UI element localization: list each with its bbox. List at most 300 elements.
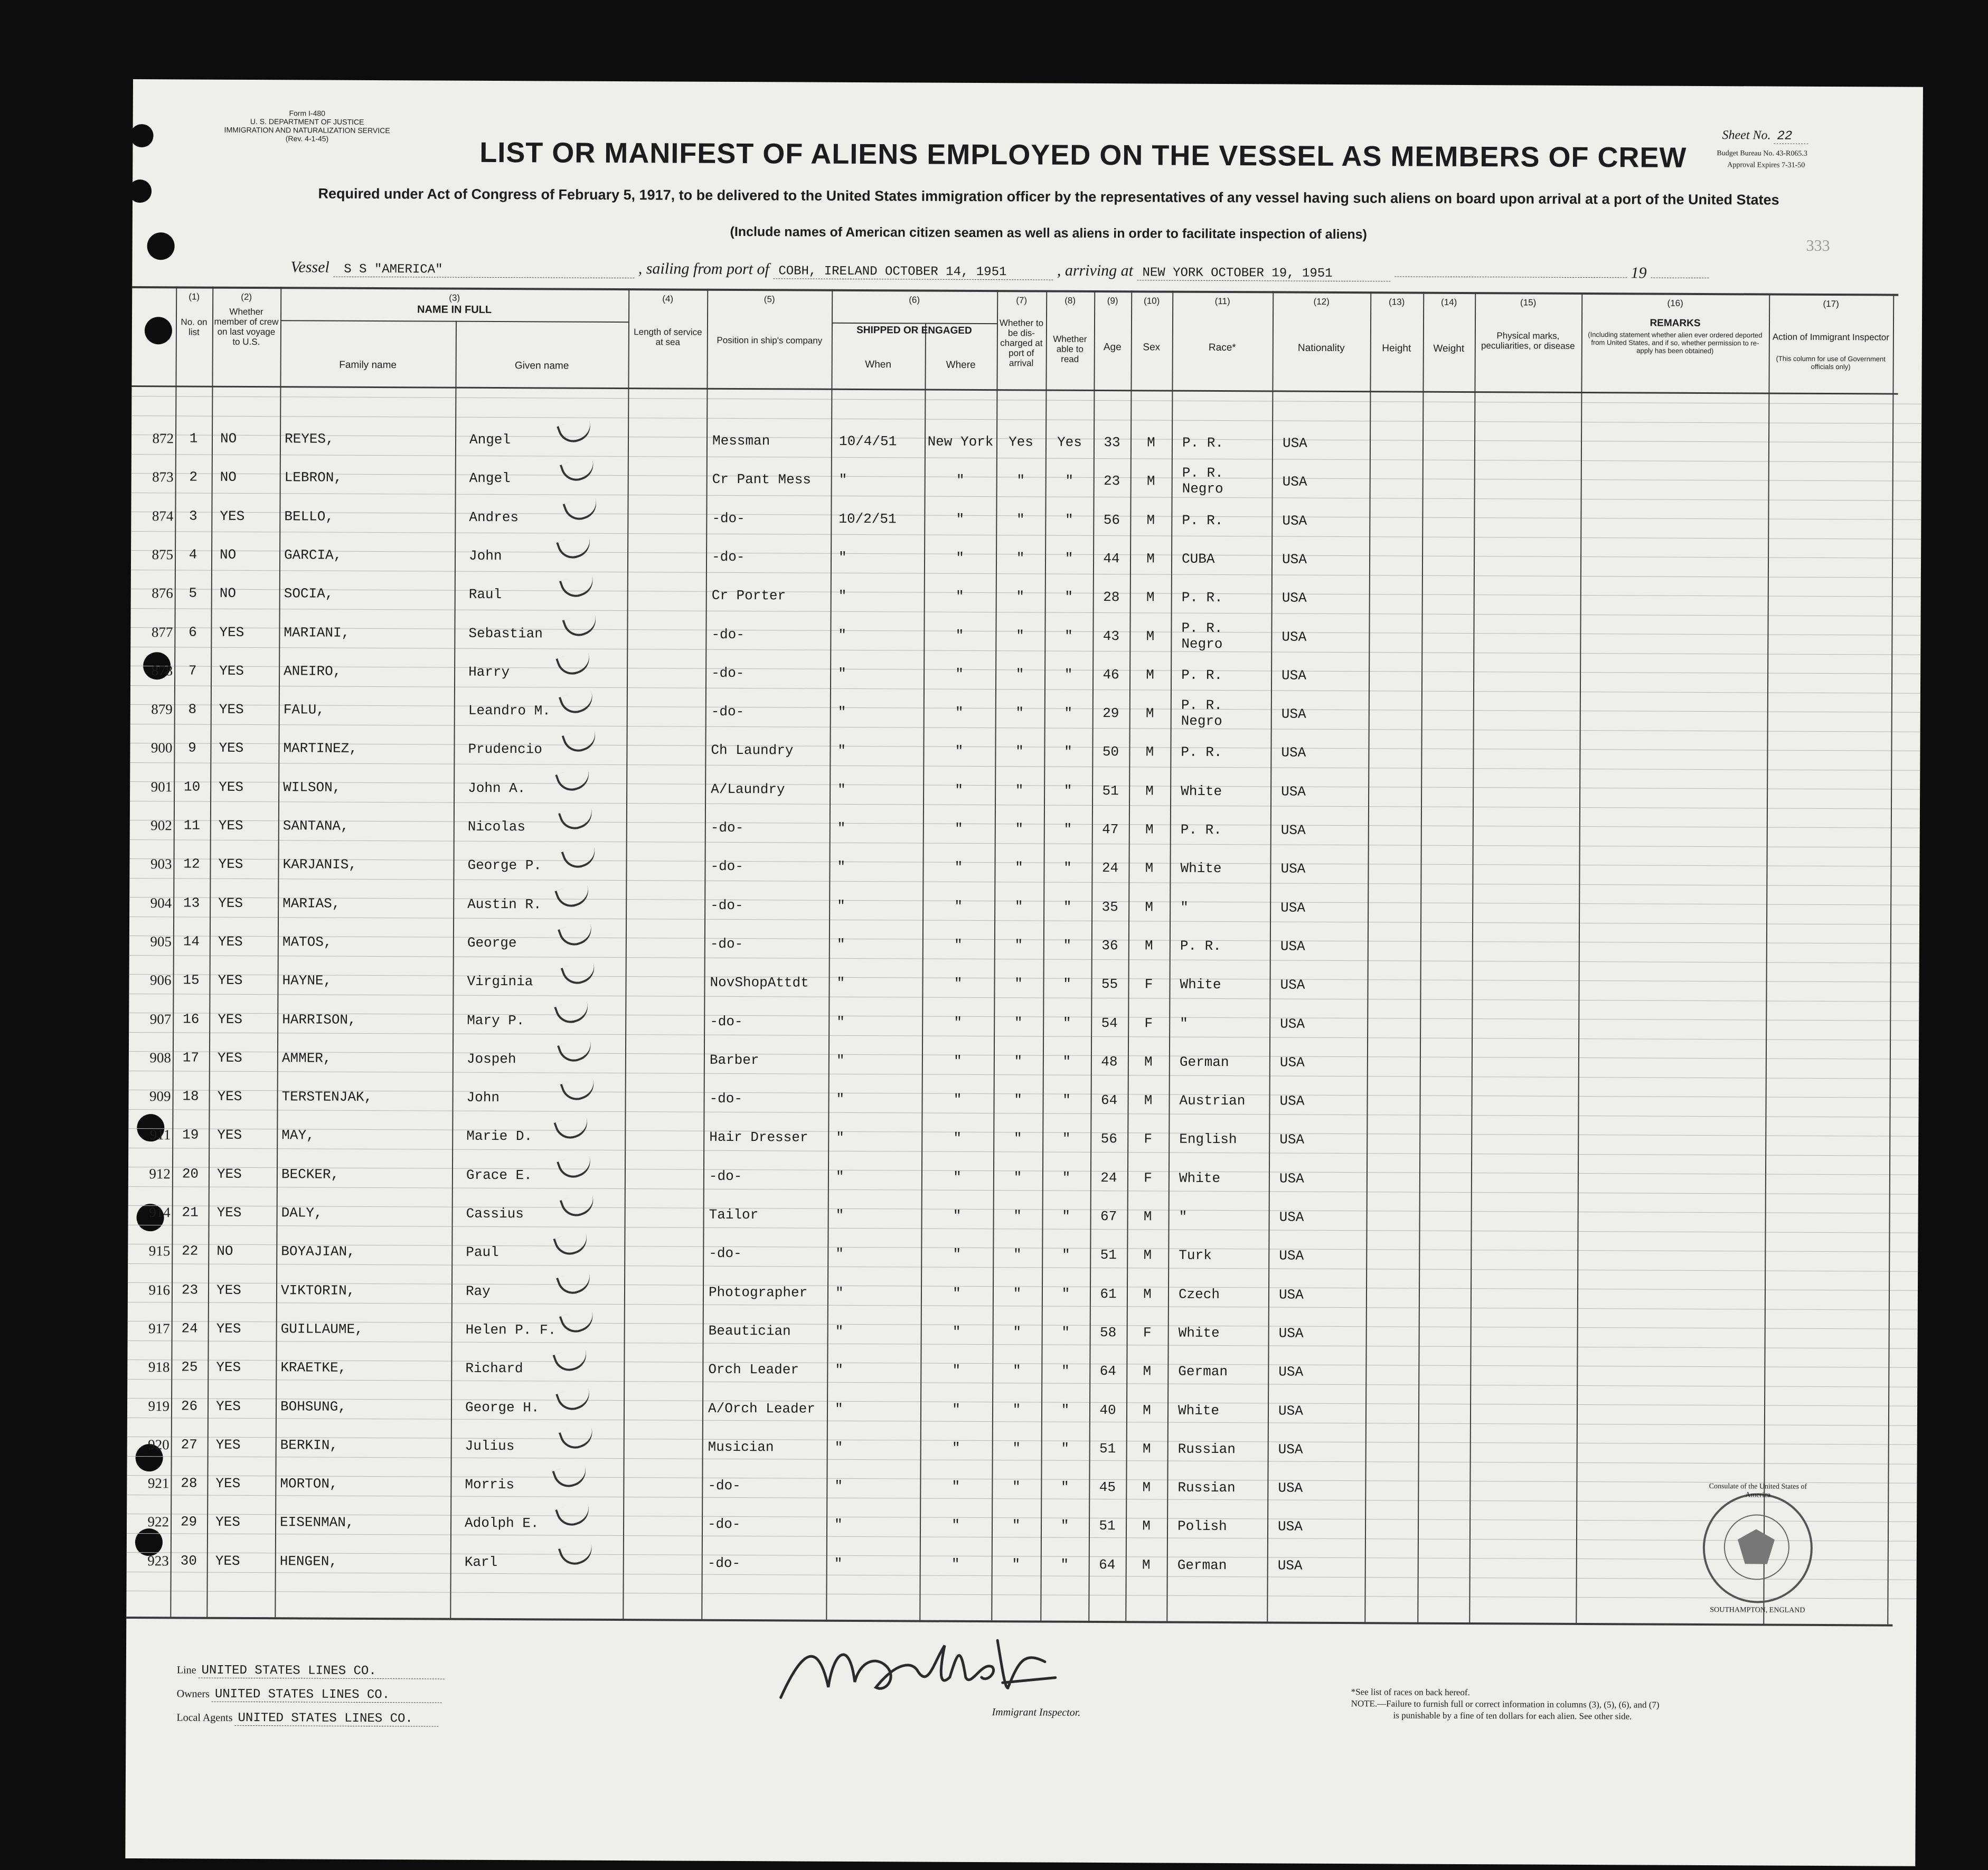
include-text: (Include names of American citizen seamen as well as aliens in order to facilitate inspection of aliens): [730, 224, 1367, 242]
row-stamp-number: 917: [148, 1320, 170, 1337]
row-race: Czech: [1178, 1286, 1220, 1302]
row-given-name: Mary P.: [467, 1012, 525, 1028]
col-num-11: (11): [1214, 296, 1230, 307]
row-position: Tailor: [709, 1206, 759, 1223]
row-number: 16: [183, 1010, 200, 1027]
row-race-line2: Negro: [1181, 636, 1223, 652]
row-when: ": [837, 704, 846, 720]
row-position: -do-: [708, 1477, 741, 1494]
row-race: White: [1177, 1402, 1220, 1419]
row-stamp-number: 902: [150, 817, 172, 834]
row-when: ": [834, 1478, 843, 1494]
row-position: -do-: [710, 1013, 743, 1030]
row-number: 29: [180, 1514, 197, 1530]
row-race: P. R.: [1181, 620, 1223, 636]
row-number: 22: [182, 1243, 199, 1259]
row-sex: F: [1143, 1325, 1152, 1341]
row-position: -do-: [710, 819, 744, 836]
form-service: IMMIGRATION AND NATURALIZATION SERVICE: [224, 125, 390, 135]
row-where: ": [955, 782, 964, 798]
ruled-lines: [133, 79, 1923, 87]
note-races: *See list of races on back hereof.: [1351, 1687, 1470, 1698]
row-nationality: USA: [1279, 1054, 1305, 1071]
row-given-name: Leandro M.: [468, 702, 551, 719]
punch-hole: [130, 124, 153, 147]
row-stamp-number: 873: [152, 469, 174, 485]
row-when: ": [835, 1362, 844, 1378]
row-given-name: Angel: [469, 431, 511, 448]
row-age: 67: [1100, 1208, 1117, 1225]
row-number: 14: [183, 933, 200, 950]
row-member-last-voyage: NO: [220, 546, 237, 563]
row-age: 51: [1099, 1440, 1116, 1457]
footer-line: Line UNITED STATES LINES CO.: [177, 1663, 445, 1679]
ruled-line: [130, 839, 1920, 847]
row-age: 48: [1101, 1053, 1118, 1070]
row-age: 51: [1100, 1247, 1117, 1263]
row-where: ": [954, 820, 963, 837]
row-stamp-number: 906: [149, 972, 172, 988]
row-age: 36: [1101, 937, 1118, 954]
row-sex: M: [1143, 1402, 1151, 1418]
row-given-name: Helen P. F.: [465, 1321, 557, 1338]
row-family-name: ANEIRO,: [284, 663, 342, 679]
row-when: ": [834, 1555, 843, 1572]
row-stamp-number: 879: [151, 701, 173, 717]
row-discharged: ": [1014, 976, 1023, 992]
row-where: ": [951, 1556, 960, 1572]
row-where: ": [954, 937, 963, 953]
header-shipped: SHIPPED OR ENGAGED: [856, 324, 972, 336]
header-when: When: [865, 359, 892, 371]
row-stamp-number: 909: [149, 1088, 171, 1104]
row-position: Cr Porter: [711, 587, 786, 604]
row-position: Beautician: [708, 1323, 791, 1339]
form-number: Form I-480: [289, 109, 325, 118]
row-able-to-read: ": [1062, 1208, 1070, 1224]
shipped-subheader-line: [832, 323, 997, 324]
row-stamp-number: 877: [151, 624, 173, 640]
row-number: 7: [188, 663, 197, 679]
row-member-last-voyage: YES: [216, 1282, 241, 1298]
row-when: ": [835, 1168, 844, 1185]
header-remarks-note: (Including statement whether alien ever ordered deported from United States, and if so, whether permission to re-apply has been obtained): [1588, 330, 1763, 355]
row-number: 27: [181, 1437, 197, 1453]
row-age: 24: [1101, 860, 1119, 876]
row-member-last-voyage: YES: [215, 1553, 240, 1569]
row-age: 35: [1101, 899, 1118, 915]
row-able-to-read: ": [1064, 705, 1073, 721]
col-num-17: (17): [1823, 298, 1839, 309]
row-age: 23: [1104, 473, 1120, 489]
row-family-name: HARRISON,: [282, 1011, 356, 1028]
row-age: 47: [1102, 821, 1119, 838]
row-number: 10: [183, 779, 201, 795]
row-nationality: USA: [1282, 435, 1307, 451]
row-given-name: Raul: [468, 586, 502, 603]
row-where: ": [953, 1207, 962, 1224]
row-where: ": [954, 898, 963, 914]
arriving-at: NEW YORK OCTOBER 19, 1951: [1137, 266, 1390, 281]
ruled-line: [128, 1109, 1918, 1117]
row-family-name: SANTANA,: [282, 818, 349, 834]
row-stamp-number: 923: [147, 1552, 169, 1569]
ruled-line: [129, 916, 1919, 924]
row-when: ": [835, 1323, 844, 1339]
row-age: 51: [1099, 1518, 1116, 1534]
header-name-in-full: NAME IN FULL: [417, 304, 492, 316]
row-member-last-voyage: YES: [220, 508, 245, 524]
stamp-number: 333: [1806, 237, 1830, 255]
row-stamp-number: 903: [150, 856, 172, 872]
row-given-name: Austin R.: [467, 896, 542, 912]
row-family-name: GARCIA,: [284, 547, 342, 563]
row-given-name: John: [466, 1089, 500, 1106]
ruled-line: [131, 569, 1921, 578]
row-race: ": [1180, 1015, 1188, 1032]
row-when: ": [835, 1285, 844, 1301]
col-num-8: (8): [1064, 295, 1076, 306]
row-position: -do-: [709, 1090, 743, 1107]
row-age: 40: [1099, 1402, 1116, 1418]
approval-expires: Approval Expires 7-31-50: [1727, 161, 1805, 169]
header-action-note: (This column for use of Government officials only): [1776, 354, 1886, 371]
header-action: Action of Immigrant Inspector: [1772, 332, 1889, 343]
agents-value: UNITED STATES LINES CO.: [234, 1711, 438, 1727]
row-when: ": [837, 743, 846, 759]
row-number: 18: [182, 1088, 199, 1104]
row-member-last-voyage: YES: [216, 1320, 241, 1337]
row-where: ": [953, 1246, 962, 1263]
row-position: -do-: [710, 897, 743, 913]
row-age: 33: [1104, 435, 1120, 451]
row-sex: F: [1144, 1170, 1152, 1186]
row-able-to-read: ": [1064, 589, 1073, 605]
row-discharged: ": [1016, 511, 1025, 527]
row-age: 24: [1100, 1169, 1117, 1186]
row-member-last-voyage: YES: [219, 779, 244, 795]
row-race: White: [1181, 783, 1222, 799]
row-nationality: USA: [1278, 1325, 1304, 1342]
row-position: Musician: [708, 1439, 774, 1456]
row-able-to-read: ": [1064, 550, 1073, 566]
row-nationality: USA: [1279, 1248, 1304, 1264]
row-race: P. R.: [1181, 589, 1223, 606]
seal-top-text: Consulate of the United States of America: [1709, 1482, 1807, 1499]
row-family-name: REYES,: [284, 431, 334, 447]
row-number: 1: [189, 430, 198, 447]
row-member-last-voyage: YES: [218, 856, 243, 873]
row-sex: M: [1142, 1479, 1151, 1496]
ruled-line: [128, 1340, 1918, 1348]
col-num-14: (14): [1441, 297, 1457, 307]
row-where: ": [953, 1130, 962, 1147]
row-where: ": [954, 860, 963, 876]
row-nationality: USA: [1282, 474, 1307, 490]
row-given-name: Adolph E.: [465, 1515, 539, 1532]
row-discharged: ": [1013, 1169, 1022, 1186]
row-nationality: USA: [1280, 938, 1305, 955]
row-race: ": [1180, 899, 1189, 915]
row-nationality: USA: [1282, 667, 1306, 684]
row-number: 12: [183, 856, 200, 872]
row-stamp-number: 922: [147, 1514, 169, 1530]
row-race: White: [1180, 976, 1221, 993]
row-discharged: ": [1013, 1208, 1022, 1224]
row-member-last-voyage: NO: [219, 585, 237, 602]
header-nationality: Nationality: [1297, 342, 1345, 354]
row-nationality: USA: [1281, 744, 1306, 761]
row-able-to-read: ": [1061, 1402, 1070, 1418]
row-where: ": [951, 1440, 960, 1456]
row-discharged: ": [1016, 473, 1025, 489]
row-stamp-number: 878: [151, 662, 173, 679]
table-bottom-border: [126, 1617, 1892, 1627]
row-nationality: USA: [1277, 1557, 1303, 1574]
row-when: ": [837, 820, 846, 836]
inspector-signature: [770, 1629, 1067, 1709]
row-where: ": [956, 511, 965, 527]
inspector-label: Immigrant Inspector.: [992, 1706, 1081, 1718]
row-family-name: LEBRON,: [284, 469, 342, 486]
row-member-last-voyage: YES: [216, 1204, 242, 1221]
ruled-line: [128, 1186, 1918, 1194]
row-when: ": [835, 1207, 844, 1223]
row-age: 43: [1103, 628, 1120, 644]
row-age: 64: [1099, 1556, 1116, 1573]
col-num-4: (4): [662, 294, 674, 304]
row-family-name: BOYAJIAN,: [281, 1243, 355, 1260]
row-where: ": [953, 1091, 962, 1108]
row-family-name: HAYNE,: [282, 972, 332, 989]
row-discharged: ": [1015, 782, 1024, 799]
row-where: New York: [927, 433, 994, 450]
row-position: -do-: [711, 703, 745, 720]
row-discharged: Yes: [1009, 434, 1033, 450]
row-where: ": [955, 588, 964, 605]
row-family-name: MORTON,: [280, 1476, 338, 1492]
punch-hole: [128, 180, 152, 203]
row-discharged: ": [1014, 937, 1023, 953]
ruled-line: [127, 1456, 1917, 1464]
row-able-to-read: ": [1061, 1324, 1070, 1340]
row-number: 20: [182, 1166, 199, 1182]
header-age: Age: [1103, 342, 1122, 353]
row-nationality: USA: [1282, 629, 1307, 645]
row-nationality: USA: [1281, 706, 1306, 722]
row-member-last-voyage: YES: [218, 933, 243, 950]
required-text: Required under Act of Congress of February 5, 1917, to be delivered to the United States immigration officer by the representatives of any vessel having such aliens on board upon arrival at a port of the United States: [318, 185, 1779, 208]
row-nationality: USA: [1279, 1209, 1304, 1225]
row-race: ": [1179, 1208, 1188, 1225]
row-sex: M: [1143, 1286, 1152, 1302]
row-family-name: DALY,: [281, 1205, 323, 1221]
row-member-last-voyage: YES: [215, 1514, 240, 1531]
row-member-last-voyage: YES: [219, 624, 244, 640]
row-age: 29: [1103, 705, 1119, 722]
header-family-name: Family name: [339, 359, 397, 371]
row-when: ": [838, 549, 847, 565]
row-where: ": [955, 627, 964, 644]
header-able-to-read: Whether able to read: [1053, 334, 1087, 364]
row-age: 55: [1101, 976, 1118, 993]
row-race: German: [1179, 1054, 1229, 1070]
header-height: Height: [1382, 343, 1411, 354]
ruled-line: [127, 1591, 1917, 1599]
row-stamp-number: 908: [149, 1049, 171, 1066]
row-family-name: FALU,: [283, 702, 325, 718]
col-num-12: (12): [1313, 296, 1330, 307]
row-able-to-read: ": [1060, 1518, 1069, 1534]
row-given-name: Angel: [469, 470, 511, 487]
ruled-line: [130, 800, 1920, 809]
row-stamp-number: 915: [148, 1243, 171, 1259]
row-race: White: [1180, 860, 1222, 877]
row-able-to-read: ": [1061, 1363, 1070, 1379]
row-nationality: USA: [1279, 1170, 1304, 1187]
row-when: ": [838, 665, 846, 682]
row-sex: M: [1145, 744, 1154, 760]
col-num-10: (10): [1144, 296, 1160, 306]
row-age: 50: [1102, 744, 1119, 760]
row-position: A/Laundry: [711, 781, 785, 798]
row-race: Polish: [1177, 1518, 1227, 1535]
row-discharged: ": [1012, 1556, 1021, 1573]
row-nationality: USA: [1278, 1402, 1303, 1419]
row-nationality: USA: [1279, 1131, 1305, 1148]
ruled-line: [130, 723, 1920, 732]
row-where: ": [953, 1169, 962, 1185]
row-family-name: BOHSUNG,: [280, 1398, 346, 1415]
row-race: P. R.: [1182, 435, 1224, 451]
row-sex: M: [1144, 1054, 1153, 1070]
col-num-9: (9): [1107, 296, 1118, 306]
row-when: ": [834, 1439, 843, 1456]
row-race: German: [1177, 1557, 1227, 1573]
row-nationality: USA: [1278, 1441, 1303, 1458]
row-race: P. R.: [1181, 667, 1223, 683]
row-stamp-number: 876: [152, 585, 173, 601]
row-position: -do-: [711, 665, 745, 681]
row-number: 21: [182, 1204, 199, 1221]
row-able-to-read: ": [1060, 1556, 1069, 1573]
form-rev: (Rev. 4-1-45): [285, 134, 329, 143]
row-stamp-number: 916: [148, 1281, 171, 1298]
ruled-line: [129, 1070, 1919, 1079]
row-position: Cr Pant Mess: [712, 471, 812, 488]
row-when: ": [836, 1091, 845, 1107]
row-stamp-number: 904: [150, 894, 172, 911]
sheet-label: Sheet No. 22: [1722, 128, 1808, 144]
row-position: -do-: [709, 1245, 742, 1262]
row-stamp-number: 919: [148, 1397, 170, 1414]
header-remarks: REMARKS: [1650, 317, 1701, 329]
row-sex: M: [1146, 512, 1155, 528]
row-given-name: Jospeh: [466, 1051, 516, 1067]
row-sex: F: [1144, 1015, 1153, 1031]
row-family-name: VIKTORIN,: [280, 1282, 355, 1299]
row-family-name: KARJANIS,: [282, 856, 357, 873]
row-number: 15: [183, 972, 200, 988]
row-position: -do-: [710, 858, 743, 875]
row-family-name: HENGEN,: [279, 1553, 338, 1570]
row-stamp-number: 905: [150, 933, 172, 950]
year-label: 19: [1631, 264, 1647, 282]
row-discharged: ": [1013, 1246, 1022, 1263]
vessel-name: S S "AMERICA": [333, 262, 634, 278]
row-discharged: ": [1015, 860, 1023, 876]
row-given-name: Andres: [469, 509, 519, 525]
row-race: German: [1178, 1363, 1228, 1380]
ruled-line: [130, 762, 1920, 770]
row-position: Barber: [709, 1052, 759, 1068]
row-nationality: USA: [1280, 977, 1305, 993]
row-race: Russian: [1177, 1479, 1236, 1496]
row-family-name: MARTINEZ,: [283, 740, 357, 757]
row-discharged: ": [1013, 1324, 1022, 1340]
col-num-7: (7): [1016, 295, 1028, 306]
row-when: ": [835, 1246, 844, 1262]
row-number: 5: [189, 585, 197, 601]
page-title: LIST OR MANIFEST OF ALIENS EMPLOYED ON THE VESSEL AS MEMBERS OF CREW: [479, 136, 1687, 174]
ruled-line: [129, 1032, 1919, 1040]
row-given-name: Marie D.: [466, 1128, 533, 1145]
row-where: ": [956, 550, 964, 566]
row-race: English: [1179, 1131, 1237, 1148]
row-able-to-read: ": [1063, 976, 1071, 992]
col-num-1: (1): [189, 291, 200, 302]
row-number: 23: [181, 1282, 199, 1298]
row-position: Ch Laundry: [711, 742, 794, 759]
row-when: 10/2/51: [838, 511, 897, 527]
row-sex: M: [1143, 1363, 1152, 1380]
row-able-to-read: ": [1063, 899, 1072, 915]
row-sex: M: [1142, 1557, 1151, 1573]
row-family-name: MARIAS,: [282, 895, 341, 912]
row-member-last-voyage: YES: [217, 1050, 242, 1066]
row-given-name: George H.: [465, 1399, 540, 1415]
row-sex: M: [1142, 1441, 1151, 1457]
row-family-name: GUILLAUME,: [280, 1321, 363, 1337]
row-member-last-voyage: YES: [217, 1088, 242, 1105]
row-where: ": [955, 743, 964, 760]
row-able-to-read: ": [1062, 1092, 1071, 1108]
header-where: Where: [946, 359, 976, 371]
row-when: ": [836, 936, 845, 952]
header-weight: Weight: [1433, 343, 1465, 355]
row-nationality: USA: [1282, 513, 1307, 529]
row-member-last-voyage: NO: [216, 1243, 233, 1260]
row-discharged: ": [1015, 821, 1024, 837]
row-number: 24: [181, 1320, 198, 1337]
row-sex: F: [1144, 976, 1153, 993]
row-stamp-number: 911: [149, 1127, 171, 1143]
row-number: 25: [181, 1359, 198, 1375]
row-discharged: ": [1016, 550, 1025, 566]
row-given-name: Nicolas: [467, 818, 526, 835]
row-able-to-read: ": [1061, 1440, 1070, 1457]
row-stamp-number: 914: [149, 1204, 171, 1221]
row-when: ": [838, 588, 847, 605]
form-dept: U. S. DEPARTMENT OF JUSTICE: [250, 117, 364, 126]
row-discharged: ": [1012, 1401, 1021, 1418]
row-stamp-number: 912: [149, 1165, 171, 1182]
row-where: ": [951, 1478, 960, 1495]
row-when: ": [836, 1052, 845, 1069]
seal-bottom-text: SOUTHAMPTON, ENGLAND: [1710, 1606, 1805, 1614]
ruled-line: [129, 877, 1919, 886]
row-nationality: USA: [1278, 1287, 1304, 1303]
